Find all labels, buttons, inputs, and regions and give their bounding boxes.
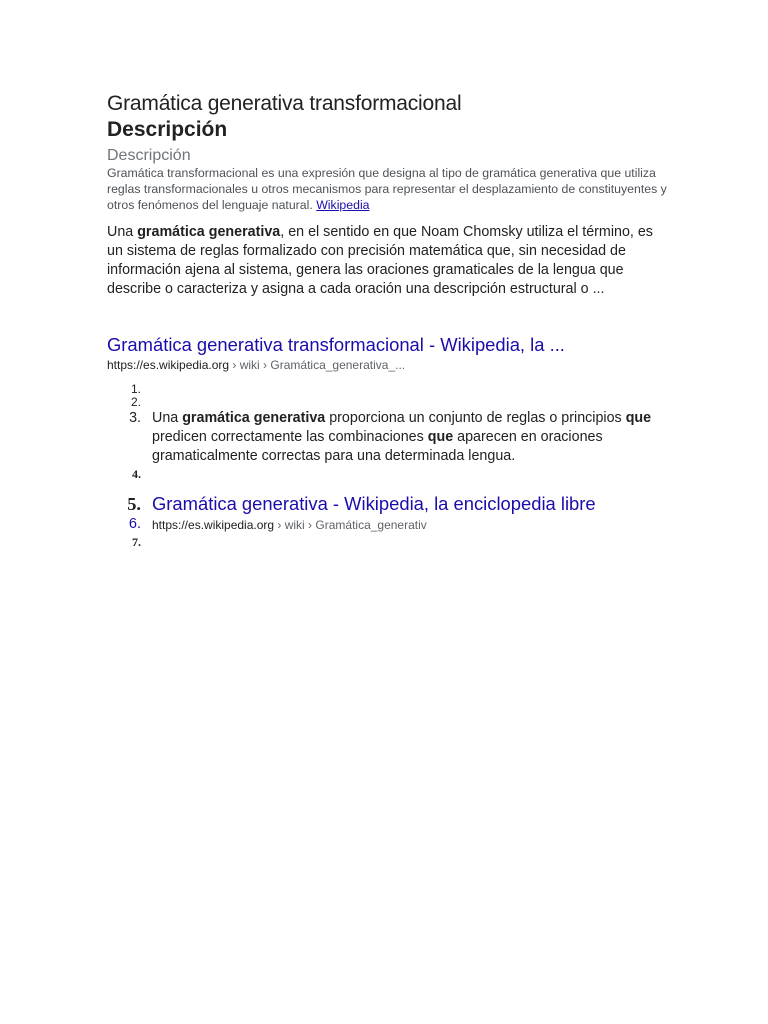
list-item (107, 409, 667, 466)
snippet-bold-term: gramática generativa (137, 224, 281, 240)
item-text-part: aparecen en oraciones gramaticalmente correctas para una determinada lengua. (152, 429, 603, 464)
list-item (107, 534, 667, 552)
description-text (107, 165, 667, 213)
list-number: 7. (132, 535, 141, 549)
item-bold-term: que (625, 410, 652, 426)
list-item (107, 516, 667, 534)
featured-snippet (107, 223, 667, 299)
item-text-part: Una (152, 410, 183, 426)
list-item (107, 466, 667, 484)
page-title: Gramática generativa transformacional (107, 92, 462, 115)
list-item (107, 396, 667, 409)
result-url-breadcrumb: › wiki › Gramática_generativa_... (229, 358, 406, 372)
list-item (107, 492, 667, 516)
list-item (107, 383, 667, 396)
list-number: 4. (132, 467, 141, 481)
result-url (152, 518, 427, 532)
result-url-domain: https://es.wikipedia.org (107, 358, 230, 372)
item-bold-term: gramática generativa (182, 410, 326, 426)
wikipedia-source-link[interactable]: Wikipedia (316, 198, 370, 212)
result-title-link[interactable]: Gramática generativa - Wikipedia, la enciclopedia libre (152, 493, 596, 514)
snippet-prefix: Una (107, 224, 138, 240)
list-number: 3. (129, 410, 141, 426)
list-number: 2. (130, 395, 141, 409)
snippet-rest: , en el sentido en que Noam Chomsky utiliza el término, es un sistema de reglas formalizado con precisión matemática que, sin necesidad de información ajena al sistema, genera las oraciones gramaticales de la lengua que describe o caracteriza y asigna a cada oración una descripción estructural o ... (107, 224, 653, 297)
item-text (152, 410, 651, 464)
list-number: 5. (127, 494, 141, 514)
numbered-list (107, 383, 667, 552)
description-label: Descripción (107, 147, 191, 164)
description-body: Gramática transformacional es una expresión que designa al tipo de gramática generativa que utiliza reglas transformacionales u otros mecanismos para representar el desplazamiento de constituyentes y otros fenómenos del lenguaje natural. (107, 166, 667, 212)
result-title-link[interactable]: Gramática generativa transformacional - Wikipedia, la ... (107, 334, 565, 355)
result-url-breadcrumb: › wiki › Gramática_generativ (274, 518, 427, 532)
item-text-part: predicen correctamente las combinaciones (152, 429, 428, 445)
list-number: 6. (128, 516, 141, 532)
result-url (107, 357, 667, 373)
item-text-part: proporciona un conjunto de reglas o principios (325, 410, 626, 426)
list-number: 1. (130, 382, 141, 396)
section-heading: Descripción (107, 118, 228, 141)
result-url-domain: https://es.wikipedia.org (152, 518, 275, 532)
item-bold-term: que (427, 429, 454, 445)
search-results-page (107, 91, 667, 552)
